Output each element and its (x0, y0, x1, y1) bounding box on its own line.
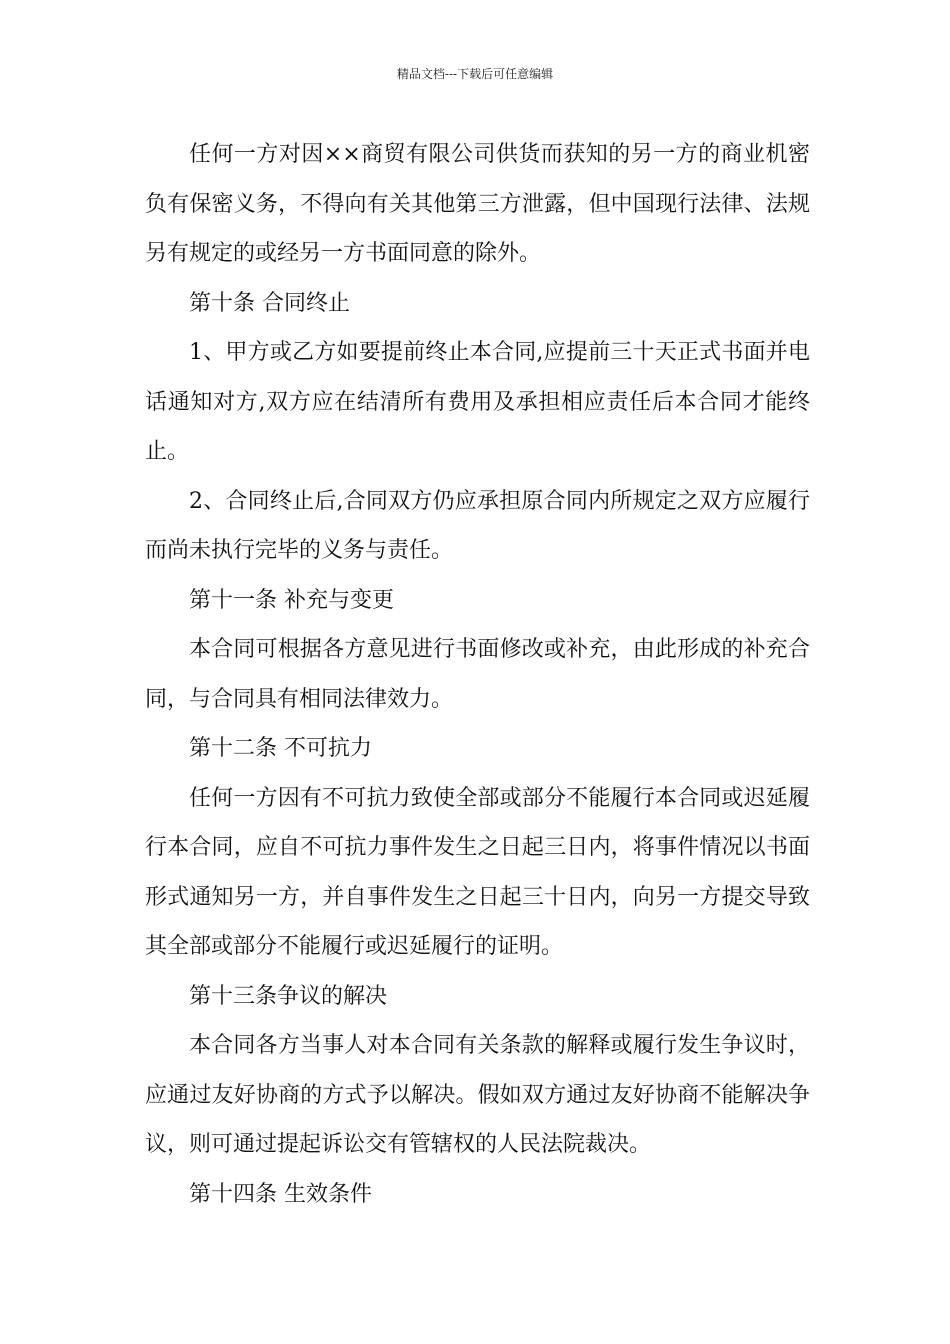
paragraph-confidentiality: 任何一方对因××商贸有限公司供货而获知的另一方的商业机密负有保密义务，不得向有关其他第三方泄露，但中国现行法律、法规另有规定的或经另一方书面同意的除外。 (145, 142, 810, 266)
heading-article-14: 第十四条 生效条件 (189, 1181, 372, 1207)
paragraph-termination-obligations: 2、合同终止后,合同双方仍应承担原合同内所规定之双方应履行而尚未执行完毕的义务与责任。 (145, 488, 810, 563)
heading-article-11: 第十一条 补充与变更 (189, 587, 394, 613)
paragraph-force-majeure: 任何一方因有不可抗力致使全部或部分不能履行本合同或迟延履行本合同，应自不可抗力事件发生之日起三日内，将事件情况以书面形式通知另一方，并自事件发生之日起三十日内，向另一方提交导致其全部或部分不能履行或迟延履行的证明。 (145, 785, 810, 959)
paragraph-termination-notice: 1、甲方或乙方如要提前终止本合同,应提前三十天正式书面并电话通知对方,双方应在结清所有费用及承担相应责任后本合同才能终止。 (145, 340, 810, 464)
page-header: 精品文档---下载后可任意编辑 (396, 67, 554, 81)
heading-article-10: 第十条 合同终止 (189, 290, 350, 316)
paragraph-amendment: 本合同可根据各方意见进行书面修改或补充，由此形成的补充合同，与合同具有相同法律效力。 (145, 637, 810, 712)
paragraph-dispute-resolution: 本合同各方当事人对本合同有关条款的解释或履行发生争议时，应通过友好协商的方式予以解决。假如双方通过友好协商不能解决争议，则可通过提起诉讼交有管辖权的人民法院裁决。 (145, 1033, 810, 1157)
heading-article-12: 第十二条 不可抗力 (189, 736, 372, 761)
heading-article-13: 第十三条争议的解决 (189, 983, 388, 1009)
document-body (145, 130, 810, 1219)
